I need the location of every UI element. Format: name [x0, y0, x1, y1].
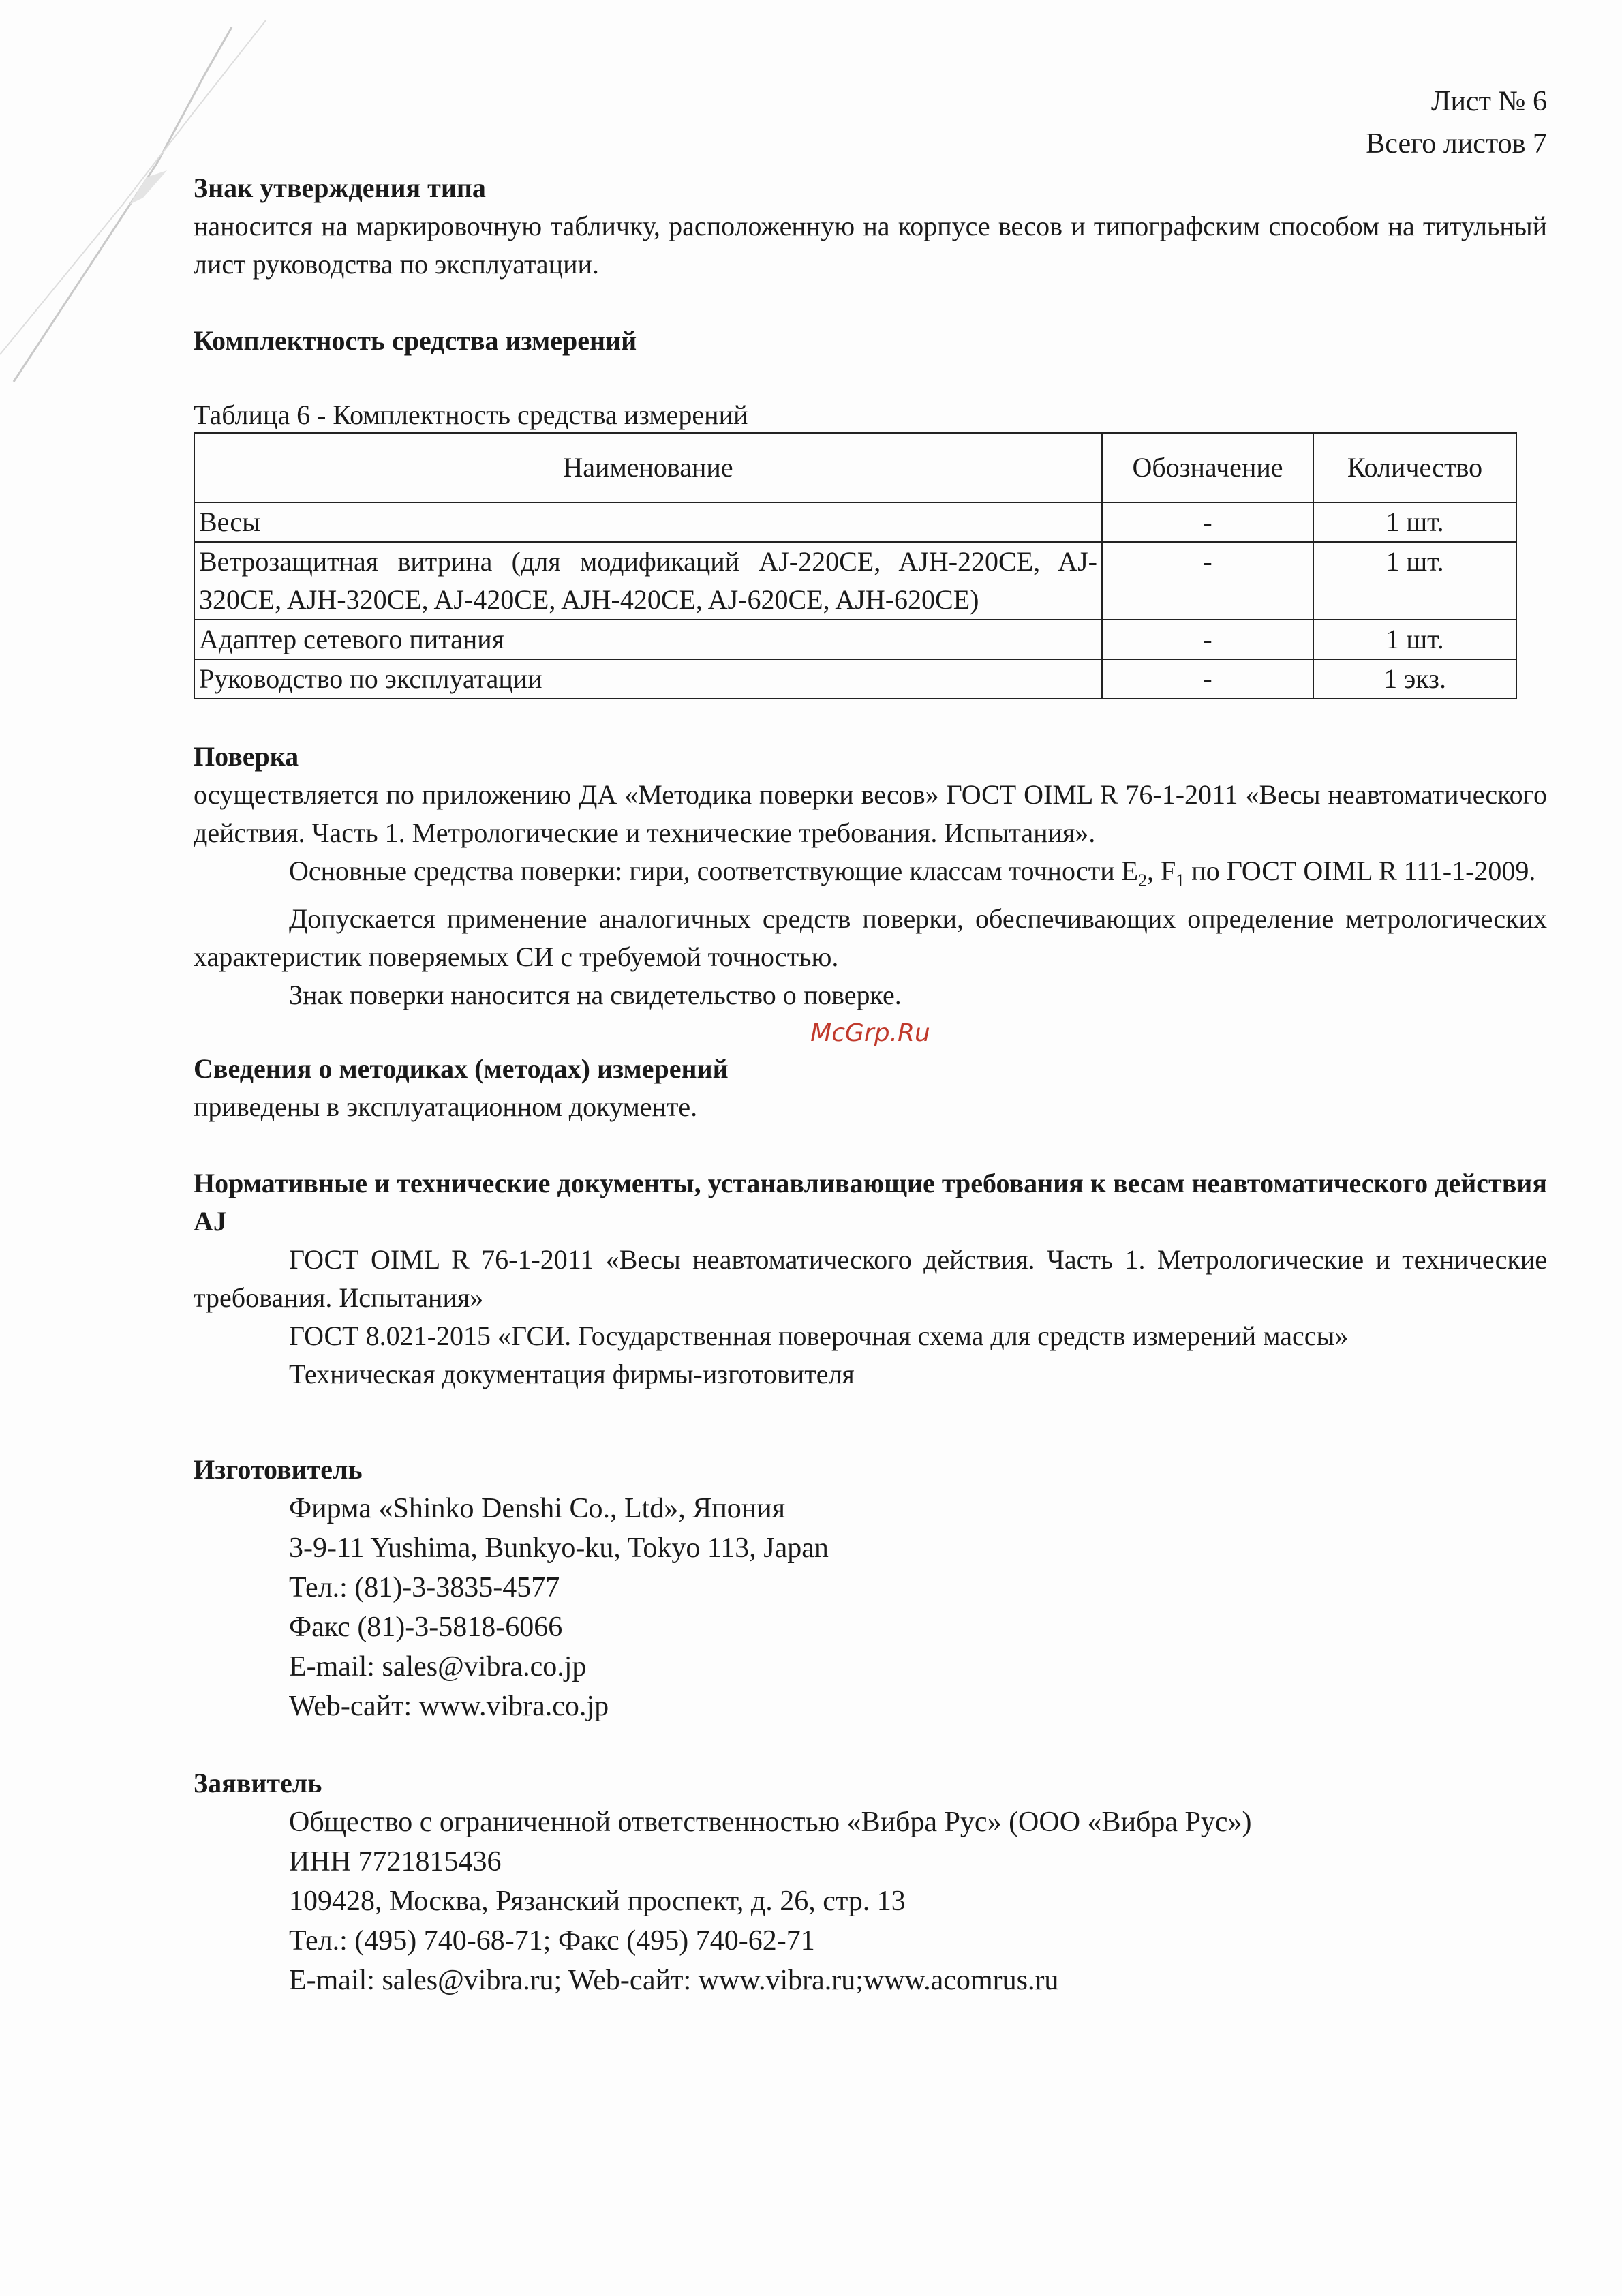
verification-p2-mid: , F	[1147, 856, 1176, 886]
total-sheets: Всего листов 7	[1366, 128, 1547, 160]
methods-title: Сведения о методиках (методах) измерений	[194, 1053, 729, 1084]
cell-quantity: 1 шт.	[1313, 620, 1516, 659]
manufacturer-line: Фирма «Shinko Denshi Co., Ltd», Япония	[289, 1493, 786, 1524]
manufacturer-details	[194, 1489, 1547, 1726]
cell-name: Руководство по эксплуатации	[194, 659, 1102, 699]
applicant-line: 109428, Москва, Рязанский проспект, д. 26, стр. 13	[289, 1886, 906, 1917]
applicant-line: Тел.: (495) 740-68-71; Факс (495) 740-62-71	[289, 1925, 815, 1957]
column-header-quantity: Количество	[1313, 433, 1516, 502]
cell-name: Адаптер сетевого питания	[194, 620, 1102, 659]
cell-name: Весы	[194, 502, 1102, 542]
cell-quantity: 1 шт.	[1313, 502, 1516, 542]
document-page	[194, 80, 1547, 2000]
verification-p4: Знак поверки наносится на свидетельство о поверке.	[289, 980, 902, 1010]
table-row	[194, 542, 1516, 620]
cell-designation: -	[1102, 542, 1313, 620]
normative-p3: Техническая документация фирмы-изготовителя	[289, 1359, 855, 1389]
normative-p1: ГОСТ OIML R 76-1-2011 «Весы неавтоматического действия. Часть 1. Метрологические и технические требования. Испытания»	[194, 1244, 1547, 1313]
watermark: McGrp.Ru	[810, 1019, 930, 1047]
applicant-line: E-mail: sales@vibra.ru; Web-сайт: www.vibra.ru;www.acomrus.ru	[289, 1965, 1059, 1996]
verification-p1: осуществляется по приложению ДА «Методика поверки весов» ГОСТ OIML R 76-1-2011 «Весы неавтоматического действия. Часть 1. Метрологические и технические требования. Испытания».	[194, 779, 1547, 848]
table-row	[194, 659, 1516, 699]
sheet-number: Лист № 6	[1430, 86, 1547, 117]
applicant-details	[194, 1802, 1547, 2000]
cell-name: Ветрозащитная витрина (для модификаций AJ-220CE, AJH-220CE, AJ-320CE, AJH-320CE, AJ-420CE, AJH-420CE, AJ-620CE, AJH-620CE)	[194, 542, 1102, 620]
manufacturer-line: Тел.: (81)-3-3835-4577	[289, 1572, 560, 1603]
manufacturer-title: Изготовитель	[194, 1454, 363, 1485]
table-row	[194, 620, 1516, 659]
verification-title: Поверка	[194, 741, 299, 772]
manufacturer-line: E-mail: sales@vibra.co.jp	[289, 1651, 587, 1682]
normative-title: Нормативные и технические документы, устанавливающие требования к весам неавтоматического действия AJ	[194, 1168, 1547, 1237]
verification-p3: Допускается применение аналогичных средств поверки, обеспечивающих определение метрологических характеристик поверяемых СИ с требуемой точностью.	[194, 903, 1547, 972]
manufacturer-line: Web-сайт: www.vibra.co.jp	[289, 1691, 609, 1722]
sheet-info	[194, 80, 1547, 165]
manufacturer-line: 3-9-11 Yushima, Bunkyo-ku, Tokyo 113, Japan	[289, 1532, 829, 1564]
cell-designation: -	[1102, 620, 1313, 659]
verification-p2	[194, 852, 1547, 900]
completeness-title: Комплектность средства измерений	[194, 325, 637, 356]
table-header-row	[194, 433, 1516, 502]
verification-p2-before: Основные средства поверки: гири, соответствующие классам точности E	[289, 856, 1139, 886]
cell-quantity: 1 экз.	[1313, 659, 1516, 699]
completeness-table	[194, 432, 1517, 699]
applicant-title: Заявитель	[194, 1768, 322, 1798]
manufacturer-line: Факс (81)-3-5818-6066	[289, 1612, 563, 1643]
methods-text: приведены в эксплуатационном документе.	[194, 1091, 698, 1122]
applicant-line: Общество с ограниченной ответственностью «Вибра Рус» (ООО «Вибра Рус»)	[289, 1807, 1252, 1838]
cell-designation: -	[1102, 659, 1313, 699]
verification-p2-sub1: 2	[1138, 871, 1148, 890]
applicant-line: ИНН 7721815436	[289, 1846, 502, 1877]
table-row	[194, 502, 1516, 542]
cell-designation: -	[1102, 502, 1313, 542]
approval-mark-title: Знак утверждения типа	[194, 172, 486, 203]
approval-mark-text: наносится на маркировочную табличку, расположенную на корпусе весов и типографским способом на титульный лист руководства по эксплуатации.	[194, 211, 1547, 280]
column-header-designation: Обозначение	[1102, 433, 1313, 502]
verification-p2-sub2: 1	[1176, 871, 1185, 890]
table-caption: Таблица 6 - Комплектность средства измерений	[194, 399, 748, 430]
normative-p2: ГОСТ 8.021-2015 «ГСИ. Государственная поверочная схема для средств измерений массы»	[289, 1320, 1349, 1351]
verification-p2-after: по ГОСТ OIML R 111-1-2009.	[1184, 856, 1536, 886]
column-header-name: Наименование	[194, 433, 1102, 502]
cell-quantity: 1 шт.	[1313, 542, 1516, 620]
